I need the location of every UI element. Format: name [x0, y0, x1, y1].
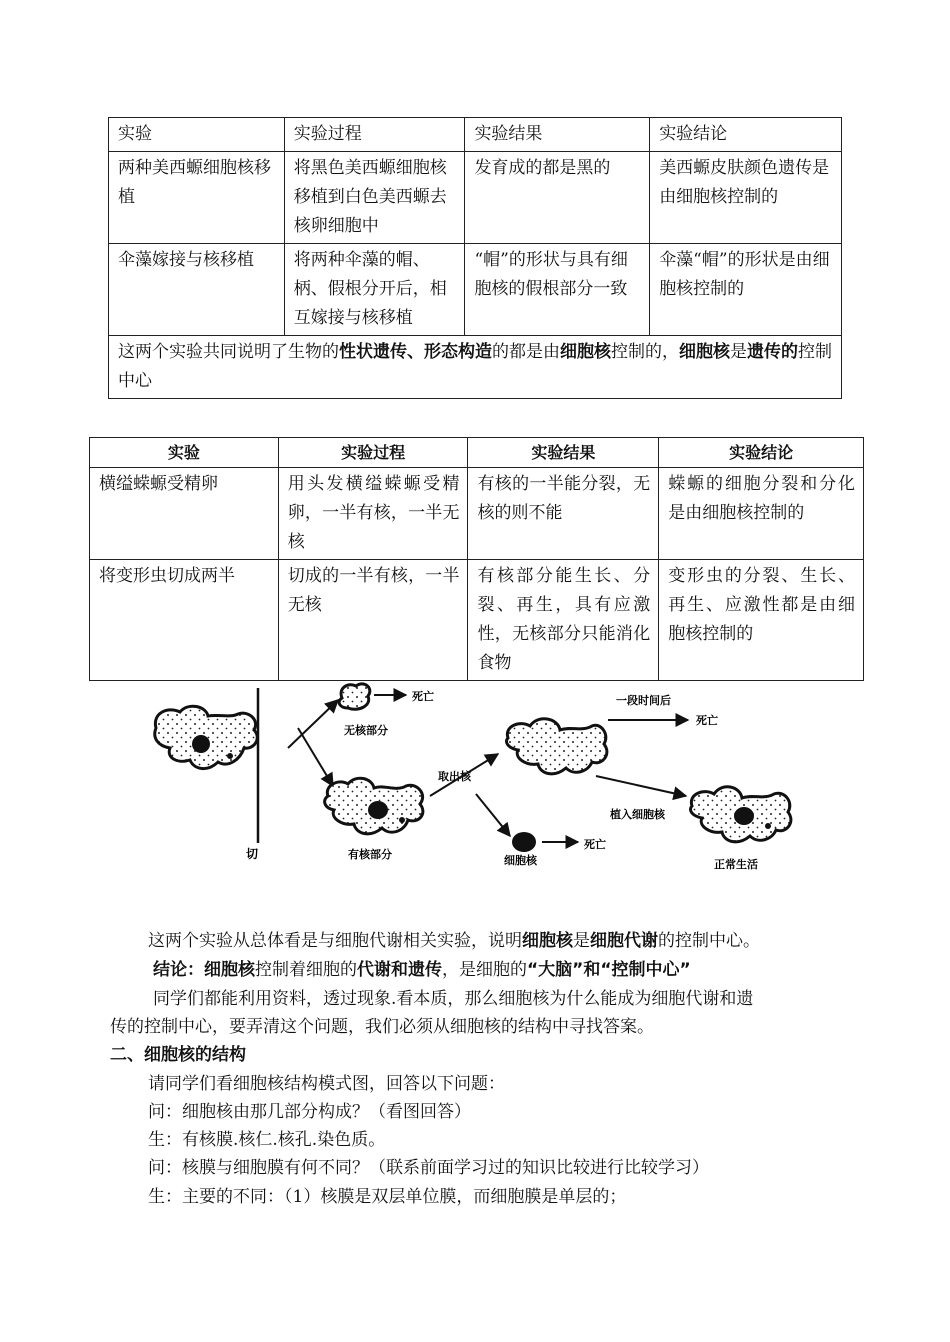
label-death-3: 死亡	[584, 838, 606, 851]
text: 是	[573, 931, 590, 951]
table-row	[109, 152, 842, 244]
bold-text: 代谢和遗传	[357, 960, 442, 980]
with-nucleus-part	[325, 778, 423, 834]
header-cell: 实验结果	[468, 438, 659, 468]
header-cell: 实验结论	[650, 118, 842, 152]
label-insert-nucleus: 植入细胞核	[610, 808, 665, 821]
table-cell: 有核部分能生长、分裂、再生，具有应激性，无核部分只能消化食物	[468, 560, 659, 681]
enucleated-amoeba	[506, 719, 606, 774]
bold-text: “大脑”和“控制中心”	[527, 960, 691, 980]
label-normal-life: 正常生活	[714, 858, 758, 871]
header-cell: 实验过程	[284, 118, 465, 152]
label-after-time: 一段时间后	[616, 694, 671, 707]
summary-text: 是	[730, 342, 747, 362]
label-death-2: 死亡	[696, 714, 718, 727]
header-cell: 实验	[109, 118, 285, 152]
table-nucleus-control	[89, 437, 864, 681]
table-cell: 将黑色美西螈细胞核移植到白色美西螈去核卵细胞中	[284, 152, 465, 244]
text-line: 请同学们看细胞核结构模式图，回答以下问题：	[148, 1074, 505, 1094]
summary-text: 这两个实验共同说明了生物的	[118, 342, 339, 362]
header-cell: 实验结论	[659, 438, 864, 468]
heading-text: 二、细胞核的结构	[110, 1045, 246, 1065]
text: ，是细胞的	[442, 960, 527, 980]
no-nucleus-part	[339, 684, 370, 709]
table-cell: 伞藻嫁接与核移植	[109, 244, 285, 336]
arrow-to-with-nucleus	[298, 728, 333, 786]
table-cell: 有核的一半能分裂，无核的则不能	[468, 468, 659, 560]
summary-cell	[109, 336, 842, 399]
label-nucleus: 细胞核	[504, 854, 537, 867]
table-cell: 蝾螈的细胞分裂和分化是由细胞核控制的	[659, 468, 864, 560]
table-row	[90, 560, 864, 681]
table-nuclear-transfer	[108, 117, 842, 399]
bold-text: 细胞代谢	[590, 931, 658, 951]
table-cell: 横缢蝾螈受精卵	[90, 468, 279, 560]
section-heading	[110, 1041, 246, 1069]
arrow-to-no-nucleus	[288, 700, 338, 748]
amoeba-original	[155, 706, 257, 768]
header-cell: 实验	[90, 438, 279, 468]
summary-bold: 细胞核	[679, 342, 730, 362]
table-cell: 伞藻“帽”的形状是由细胞核控制的	[650, 244, 842, 336]
label-cut: 切	[246, 847, 259, 861]
table-header-row	[90, 438, 864, 468]
label-remove-nucleus: 取出核	[438, 770, 471, 783]
paragraph-question-line2: 传的控制中心，要弄清这个问题，我们必须从细胞核的结构中寻找答案。	[110, 1017, 654, 1037]
summary-text: 控制中心	[118, 342, 832, 391]
arrow-to-nucleus	[476, 794, 510, 836]
nucleus	[512, 832, 536, 852]
text: 这两个实验从总体看是与细胞代谢相关实验，说明	[148, 931, 522, 951]
table-header-row	[109, 118, 842, 152]
arrow-insert-nucleus	[596, 776, 686, 796]
label-no-nucleus: 无核部分	[344, 724, 388, 737]
amoeba-experiment-figure	[148, 668, 818, 898]
paragraph-question-line1: 同学们都能利用资料，透过现象.看本质，那么细胞核为什么能成为细胞代谢和遗	[153, 989, 754, 1009]
table-cell: 将两种伞藻的帽、柄、假根分开后，相互嫁接与核移植	[284, 244, 465, 336]
table-cell: 将变形虫切成两半	[90, 560, 279, 681]
header-cell: 实验结果	[465, 118, 650, 152]
table-row	[109, 244, 842, 336]
normal-amoeba	[690, 787, 790, 842]
table-cell: 切成的一半有核，一半无核	[278, 560, 468, 681]
paragraph-metabolism	[148, 927, 760, 955]
table-summary-row	[109, 336, 842, 399]
header-cell: 实验过程	[278, 438, 468, 468]
table-cell: 用头发横缢蝾螈受精卵，一半有核，一半无核	[278, 468, 468, 560]
text-line: 问：核膜与细胞膜有何不同？（联系前面学习过的知识比较进行比较学习）	[148, 1158, 709, 1178]
text: 控制着细胞的	[255, 960, 357, 980]
table-cell: 发育成的都是黑的	[465, 152, 650, 244]
text: 的控制中心。	[658, 931, 760, 951]
summary-bold: 性状遗传、形态构造	[339, 342, 492, 362]
table-cell: “帽”的形状与具有细胞核的假根部分一致	[465, 244, 650, 336]
summary-bold: 细胞核	[560, 342, 611, 362]
bold-text: 结论：细胞核	[153, 960, 255, 980]
summary-bold: 遗传的	[747, 342, 798, 362]
bold-text: 细胞核	[522, 931, 573, 951]
summary-text: 控制的，	[611, 342, 679, 362]
table-cell: 变形虫的分裂、生长、再生、应激性都是由细胞核控制的	[659, 560, 864, 681]
table-cell: 美西螈皮肤颜色遗传是由细胞核控制的	[650, 152, 842, 244]
text-line: 生：主要的不同：（1）核膜是双层单位膜，而细胞膜是单层的；	[148, 1187, 627, 1207]
text-line: 问：细胞核由那几部分构成？（看图回答）	[148, 1102, 471, 1122]
paragraph-conclusion	[153, 956, 691, 984]
summary-text: 的都是由	[492, 342, 560, 362]
table-cell: 两种美西螈细胞核移植	[109, 152, 285, 244]
table-row	[90, 468, 864, 560]
text-line: 生：有核膜.核仁.核孔.染色质。	[148, 1130, 386, 1150]
label-with-nucleus: 有核部分	[348, 848, 392, 861]
label-death-1: 死亡	[412, 690, 434, 703]
